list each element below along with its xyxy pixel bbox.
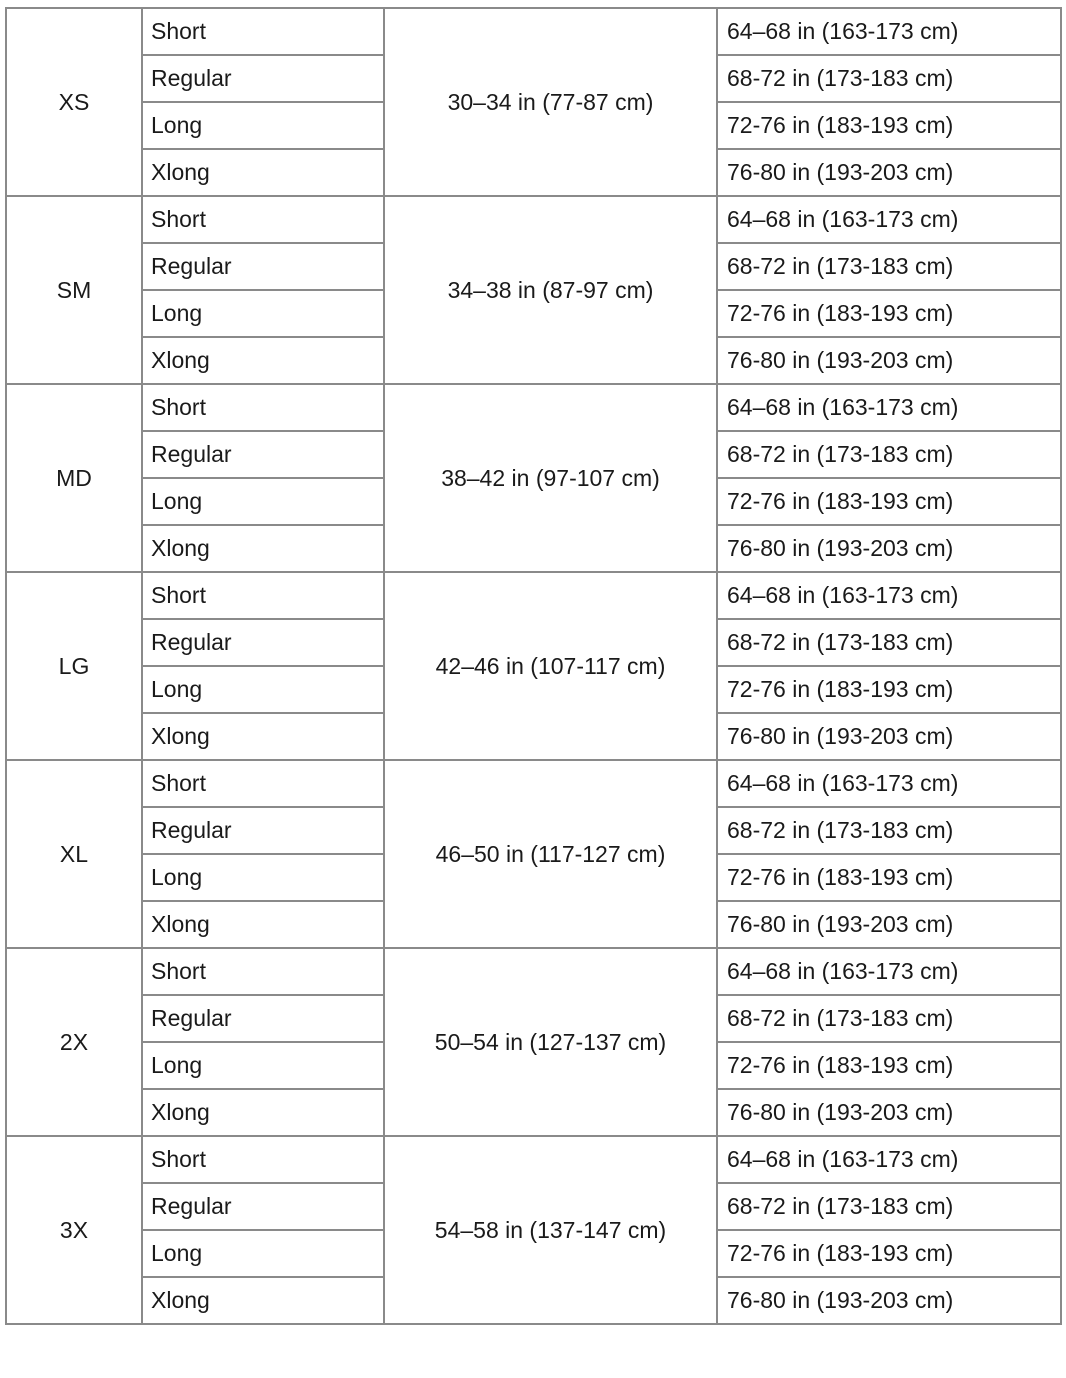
length-label: Regular — [142, 995, 384, 1042]
size-label: XS — [6, 8, 142, 196]
height-range: 68-72 in (173-183 cm) — [717, 995, 1061, 1042]
length-label: Xlong — [142, 901, 384, 948]
table-row — [6, 948, 1061, 995]
size-label: 3X — [6, 1136, 142, 1324]
size-chart-body — [6, 8, 1061, 1324]
height-range: 72-76 in (183-193 cm) — [717, 478, 1061, 525]
chest-range: 50–54 in (127-137 cm) — [384, 948, 717, 1136]
length-label: Short — [142, 572, 384, 619]
table-row — [6, 760, 1061, 807]
table-row — [6, 8, 1061, 55]
length-label: Xlong — [142, 1277, 384, 1324]
length-label: Regular — [142, 431, 384, 478]
size-label: 2X — [6, 948, 142, 1136]
chest-range: 30–34 in (77-87 cm) — [384, 8, 717, 196]
height-range: 76-80 in (193-203 cm) — [717, 1089, 1061, 1136]
height-range: 64–68 in (163-173 cm) — [717, 8, 1061, 55]
size-label: MD — [6, 384, 142, 572]
length-label: Short — [142, 8, 384, 55]
height-range: 76-80 in (193-203 cm) — [717, 1277, 1061, 1324]
height-range: 76-80 in (193-203 cm) — [717, 337, 1061, 384]
length-label: Short — [142, 384, 384, 431]
length-label: Regular — [142, 243, 384, 290]
chest-range: 42–46 in (107-117 cm) — [384, 572, 717, 760]
height-range: 68-72 in (173-183 cm) — [717, 55, 1061, 102]
length-label: Long — [142, 1230, 384, 1277]
height-range: 76-80 in (193-203 cm) — [717, 901, 1061, 948]
size-label: XL — [6, 760, 142, 948]
height-range: 64–68 in (163-173 cm) — [717, 948, 1061, 995]
length-label: Short — [142, 196, 384, 243]
height-range: 68-72 in (173-183 cm) — [717, 807, 1061, 854]
length-label: Xlong — [142, 149, 384, 196]
height-range: 72-76 in (183-193 cm) — [717, 666, 1061, 713]
table-row — [6, 1136, 1061, 1183]
length-label: Xlong — [142, 525, 384, 572]
length-label: Short — [142, 1136, 384, 1183]
length-label: Long — [142, 666, 384, 713]
length-label: Regular — [142, 55, 384, 102]
height-range: 64–68 in (163-173 cm) — [717, 760, 1061, 807]
length-label: Regular — [142, 619, 384, 666]
height-range: 68-72 in (173-183 cm) — [717, 431, 1061, 478]
chest-range: 38–42 in (97-107 cm) — [384, 384, 717, 572]
length-label: Short — [142, 760, 384, 807]
height-range: 72-76 in (183-193 cm) — [717, 854, 1061, 901]
length-label: Regular — [142, 807, 384, 854]
chest-range: 46–50 in (117-127 cm) — [384, 760, 717, 948]
size-label: LG — [6, 572, 142, 760]
height-range: 68-72 in (173-183 cm) — [717, 1183, 1061, 1230]
chest-range: 34–38 in (87-97 cm) — [384, 196, 717, 384]
height-range: 76-80 in (193-203 cm) — [717, 525, 1061, 572]
table-row — [6, 572, 1061, 619]
height-range: 64–68 in (163-173 cm) — [717, 384, 1061, 431]
length-label: Long — [142, 854, 384, 901]
height-range: 76-80 in (193-203 cm) — [717, 713, 1061, 760]
height-range: 64–68 in (163-173 cm) — [717, 196, 1061, 243]
length-label: Regular — [142, 1183, 384, 1230]
length-label: Long — [142, 290, 384, 337]
size-label: SM — [6, 196, 142, 384]
length-label: Long — [142, 1042, 384, 1089]
height-range: 72-76 in (183-193 cm) — [717, 102, 1061, 149]
height-range: 72-76 in (183-193 cm) — [717, 1042, 1061, 1089]
table-row — [6, 384, 1061, 431]
height-range: 68-72 in (173-183 cm) — [717, 619, 1061, 666]
height-range: 68-72 in (173-183 cm) — [717, 243, 1061, 290]
length-label: Xlong — [142, 713, 384, 760]
chest-range: 54–58 in (137-147 cm) — [384, 1136, 717, 1324]
table-row — [6, 196, 1061, 243]
height-range: 64–68 in (163-173 cm) — [717, 572, 1061, 619]
height-range: 72-76 in (183-193 cm) — [717, 290, 1061, 337]
length-label: Short — [142, 948, 384, 995]
size-chart-table — [5, 7, 1062, 1325]
length-label: Long — [142, 102, 384, 149]
height-range: 76-80 in (193-203 cm) — [717, 149, 1061, 196]
length-label: Xlong — [142, 1089, 384, 1136]
length-label: Long — [142, 478, 384, 525]
length-label: Xlong — [142, 337, 384, 384]
height-range: 72-76 in (183-193 cm) — [717, 1230, 1061, 1277]
height-range: 64–68 in (163-173 cm) — [717, 1136, 1061, 1183]
